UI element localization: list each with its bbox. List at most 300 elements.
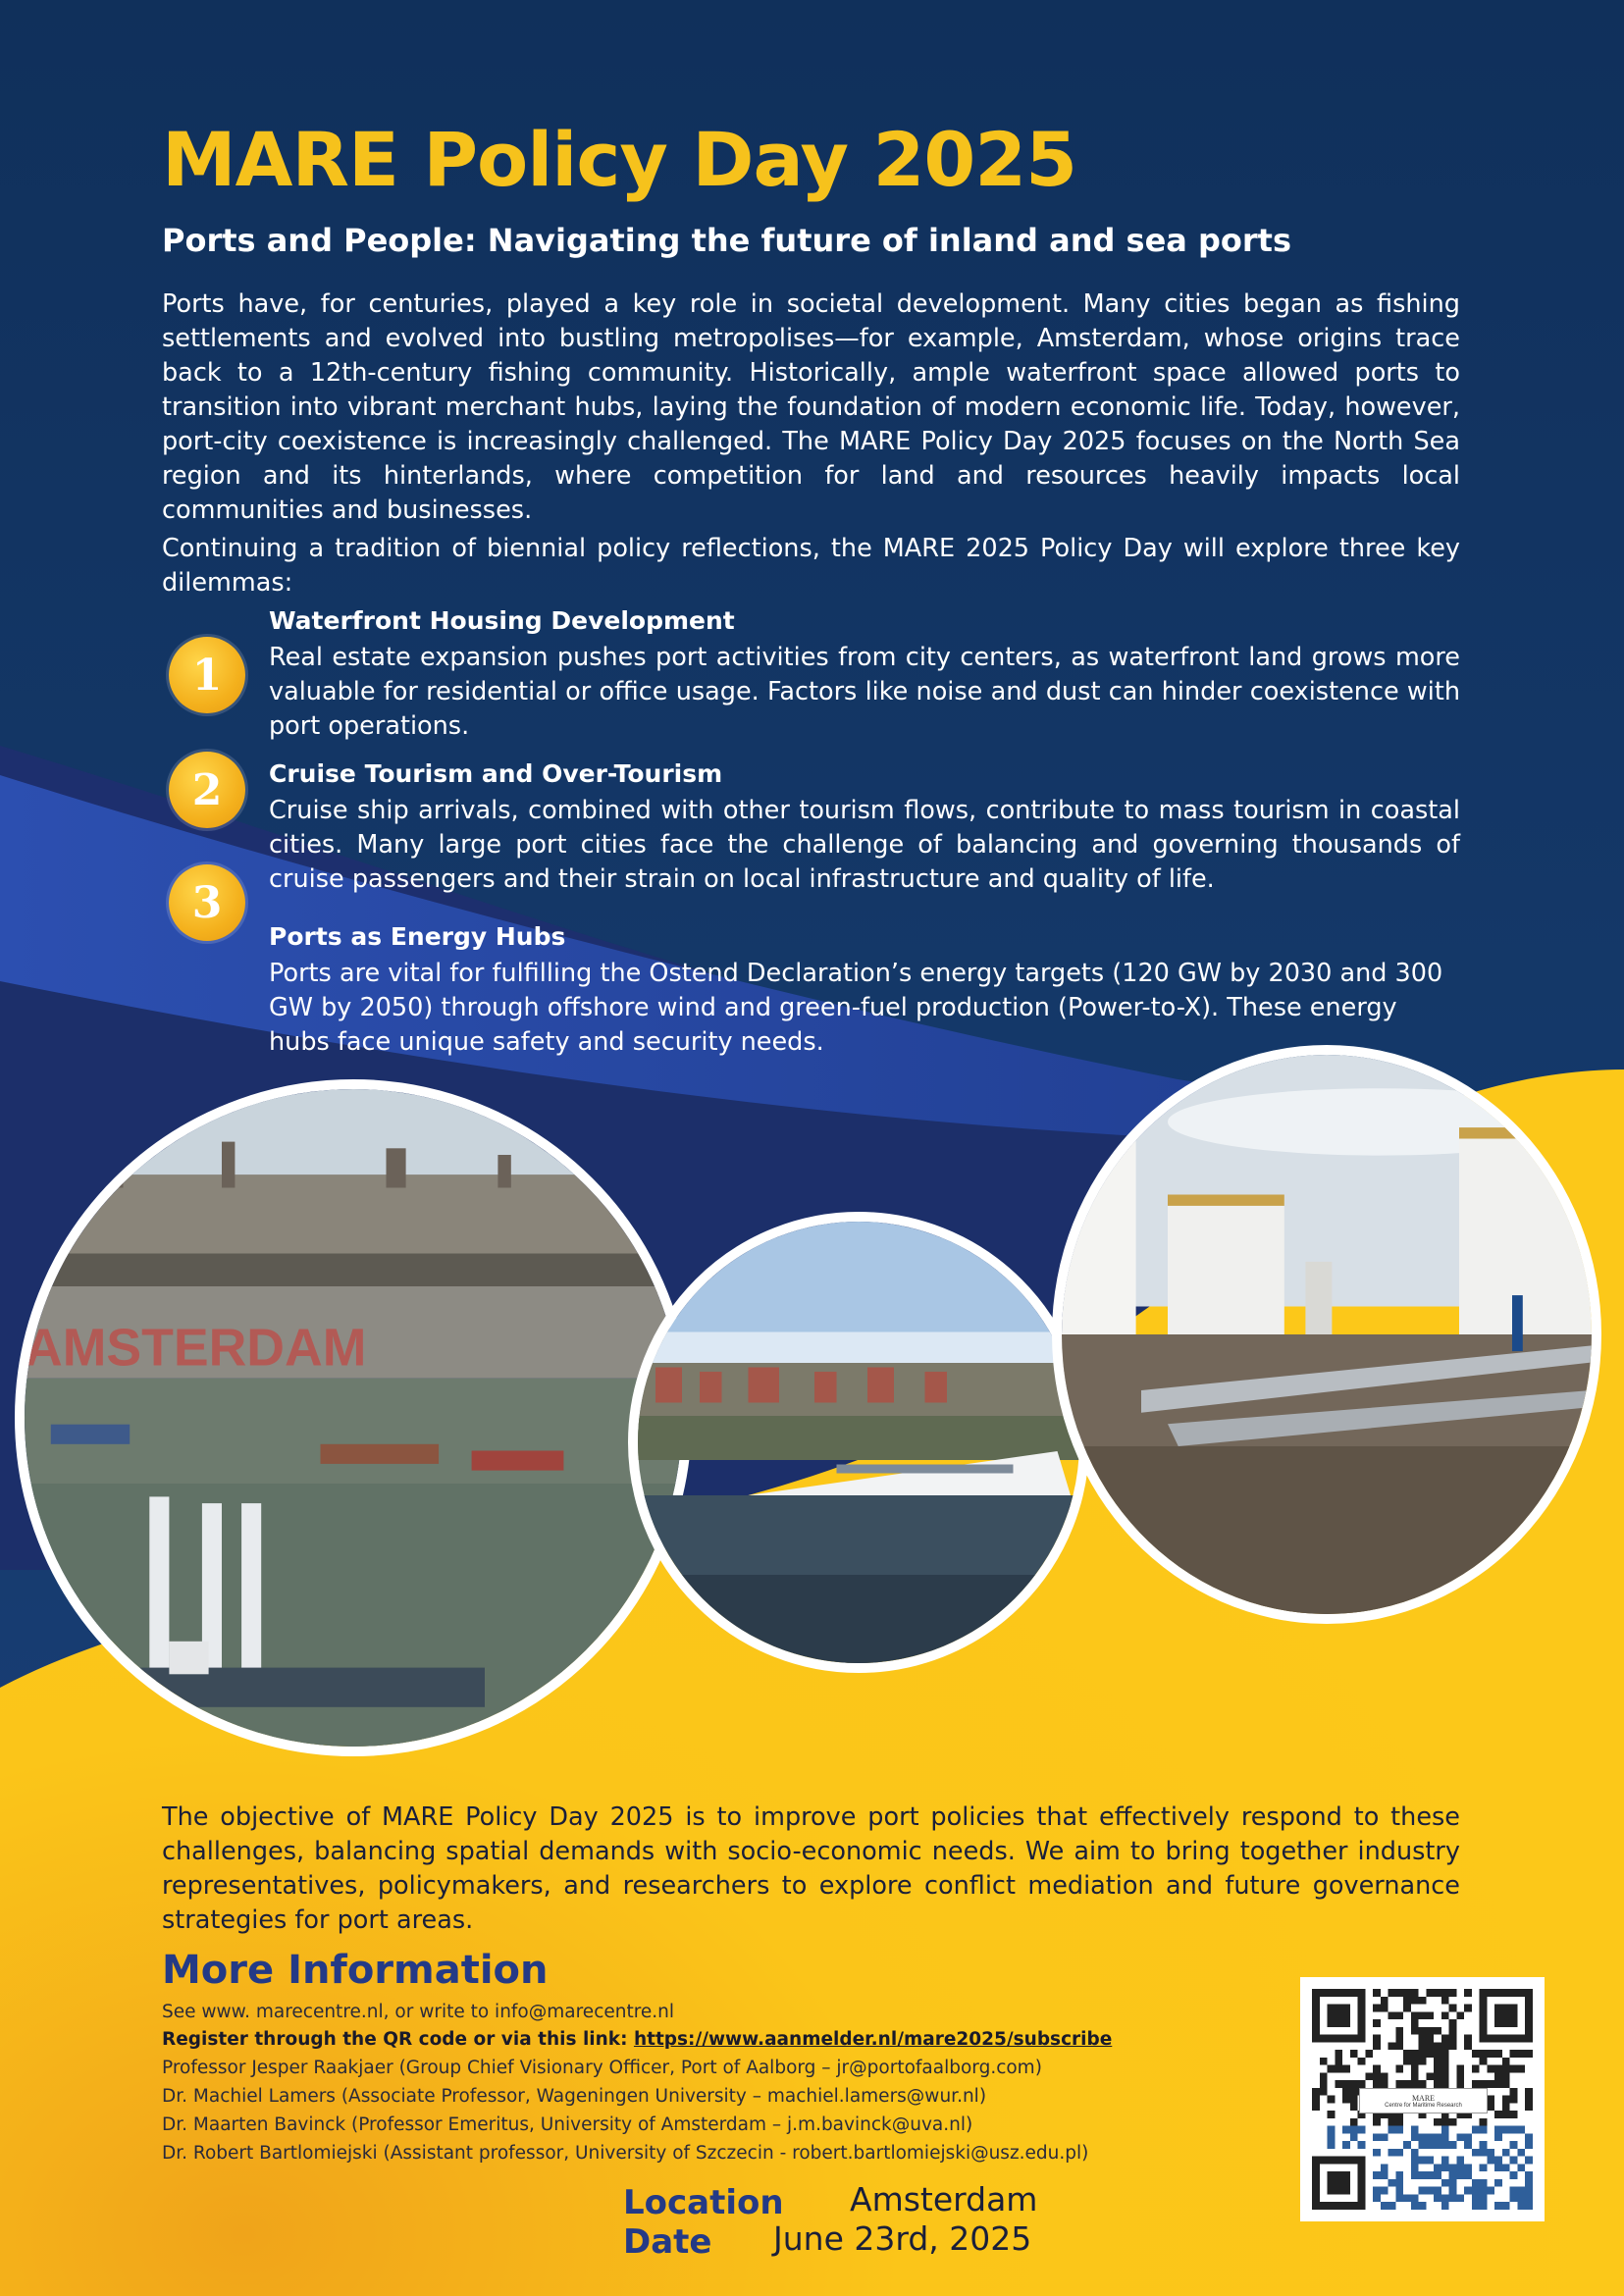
- qr-module: [1449, 2194, 1457, 2202]
- qr-module: [1411, 2050, 1419, 2058]
- qr-module: [1517, 2050, 1525, 2058]
- qr-module: [1411, 2133, 1419, 2141]
- qr-module: [1480, 2194, 1488, 2202]
- qr-module: [1426, 2133, 1434, 2141]
- date-label: Date: [623, 2222, 712, 2262]
- qr-module: [1456, 2080, 1464, 2088]
- dilemma-text-1: Real estate expansion pushes port activities from city centers, as waterfront land grows more valuable for residential or office usage. Factors like noise and dust can hinder coexistence with port operations.: [269, 643, 1460, 741]
- qr-module: [1441, 2011, 1449, 2019]
- qr-module: [1472, 2187, 1480, 2195]
- qr-module: [1411, 2157, 1419, 2165]
- qr-module: [1350, 2133, 1358, 2141]
- qr-module: [1395, 2042, 1403, 2050]
- qr-module: [1434, 2050, 1441, 2058]
- qr-module: [1434, 1989, 1441, 1997]
- qr-module: [1411, 2011, 1419, 2019]
- qr-module: [1472, 2050, 1480, 2058]
- qr-module: [1373, 2065, 1381, 2073]
- qr-module: [1388, 2126, 1396, 2134]
- qr-module: [1441, 2080, 1449, 2088]
- qr-module: [1449, 1989, 1457, 1997]
- qr-module: [1510, 2126, 1518, 2134]
- qr-module: [1358, 2141, 1366, 2149]
- qr-module: [1373, 2042, 1381, 2050]
- qr-module: [1434, 2171, 1441, 2179]
- qr-module: [1441, 2164, 1449, 2171]
- qr-module: [1525, 2202, 1533, 2210]
- qr-module: [1525, 2157, 1533, 2165]
- qr-module: [1494, 2157, 1502, 2165]
- qr-module: [1426, 2187, 1434, 2195]
- qr-module: [1487, 2187, 1494, 2195]
- qr-module: [1494, 2072, 1502, 2080]
- qr-module: [1328, 2065, 1336, 2073]
- dilemma-heading-1: Waterfront Housing Development: [269, 606, 735, 635]
- qr-module: [1388, 2011, 1396, 2019]
- qr-module: [1517, 2149, 1525, 2157]
- qr-module: [1464, 2164, 1472, 2171]
- qr-module: [1502, 2202, 1510, 2210]
- qr-module: [1419, 2141, 1427, 2149]
- qr-module: [1350, 2088, 1358, 2096]
- qr-module: [1395, 2035, 1403, 2043]
- qr-module: [1350, 2126, 1358, 2134]
- qr-module: [1464, 2171, 1472, 2179]
- qr-module: [1434, 2118, 1441, 2126]
- qr-module: [1411, 1997, 1419, 2005]
- qr-module: [1373, 2019, 1381, 2027]
- qr-module: [1525, 2179, 1533, 2187]
- page-subtitle: Ports and People: Navigating the future of inland and sea ports: [162, 222, 1292, 259]
- amsterdam-sign-text: AMSTERDAM: [25, 1318, 367, 1378]
- qr-module: [1502, 2149, 1510, 2157]
- qr-module: [1441, 2133, 1449, 2141]
- qr-module: [1456, 2133, 1464, 2141]
- qr-module: [1480, 2164, 1488, 2171]
- qr-module: [1494, 2111, 1502, 2118]
- qr-module: [1480, 2149, 1488, 2157]
- qr-module: [1419, 2011, 1427, 2019]
- qr-module: [1441, 2058, 1449, 2065]
- qr-module: [1320, 2088, 1328, 2096]
- qr-module: [1494, 2202, 1502, 2210]
- qr-module: [1472, 2194, 1480, 2202]
- qr-module: [1342, 2088, 1350, 2096]
- qr-module: [1487, 2103, 1494, 2111]
- qr-module: [1456, 2065, 1464, 2073]
- qr-module: [1510, 2065, 1518, 2073]
- qr-module: [1456, 2011, 1464, 2019]
- qr-module: [1335, 2080, 1342, 2088]
- qr-module: [1328, 2141, 1336, 2149]
- qr-module: [1480, 2126, 1488, 2134]
- qr-module: [1411, 2164, 1419, 2171]
- qr-module: [1373, 2072, 1381, 2080]
- qr-module: [1312, 2088, 1320, 2096]
- qr-module: [1381, 2164, 1388, 2171]
- qr-module: [1358, 2058, 1366, 2065]
- qr-module: [1434, 2080, 1441, 2088]
- qr-module: [1449, 2118, 1457, 2126]
- qr-module: [1472, 2080, 1480, 2088]
- qr-module: [1494, 2164, 1502, 2171]
- qr-module: [1441, 2035, 1449, 2043]
- qr-module: [1441, 2118, 1449, 2126]
- qr-module: [1434, 2065, 1441, 2073]
- qr-module: [1373, 2080, 1381, 2088]
- qr-module: [1373, 2133, 1381, 2141]
- qr-module: [1419, 2171, 1427, 2179]
- register-prefix: Register through the QR code or via this link:: [162, 2029, 634, 2050]
- qr-module: [1342, 2126, 1350, 2134]
- qr-module: [1502, 2065, 1510, 2073]
- qr-module: [1464, 2187, 1472, 2195]
- qr-module: [1388, 2149, 1396, 2157]
- qr-finder-inner-2: [1494, 2005, 1517, 2027]
- qr-module: [1403, 1997, 1411, 2005]
- qr-logo: [1359, 2088, 1488, 2113]
- qr-module: [1388, 2179, 1396, 2187]
- qr-module: [1388, 1989, 1396, 1997]
- contact-line: See www. marecentre.nl, or write to info@marecentre.nl: [162, 2002, 675, 2022]
- qr-module: [1510, 2171, 1518, 2179]
- qr-module: [1403, 2005, 1411, 2012]
- photo-cruise-ship: [628, 1212, 1089, 1673]
- qr-module: [1395, 2179, 1403, 2187]
- qr-module: [1480, 2080, 1488, 2088]
- qr-module: [1434, 2042, 1441, 2050]
- qr-module: [1494, 2080, 1502, 2088]
- qr-module: [1525, 2133, 1533, 2141]
- qr-module: [1494, 2133, 1502, 2141]
- qr-module: [1510, 2096, 1518, 2104]
- qr-module: [1419, 2202, 1427, 2210]
- qr-module: [1517, 2187, 1525, 2195]
- qr-module: [1525, 2141, 1533, 2149]
- qr-module: [1395, 2126, 1403, 2134]
- qr-module: [1373, 2171, 1381, 2179]
- qr-module: [1464, 2133, 1472, 2141]
- qr-module: [1449, 2171, 1457, 2179]
- qr-module: [1411, 1989, 1419, 1997]
- qr-module: [1434, 2141, 1441, 2149]
- qr-module: [1403, 2058, 1411, 2065]
- qr-module: [1502, 2072, 1510, 2080]
- qr-module: [1328, 2126, 1336, 2134]
- qr-module: [1449, 2019, 1457, 2027]
- qr-module: [1365, 2050, 1373, 2058]
- qr-module: [1517, 2164, 1525, 2171]
- qr-module: [1426, 2035, 1434, 2043]
- qr-module: [1441, 2042, 1449, 2050]
- dilemma-text-2: Cruise ship arrivals, combined with other tourism flows, contribute to mass tourism in coastal cities. Many large port cities face the challenge of balancing and governing thousands of cruise passengers and their strain on local infrastructure and quality of life.: [269, 796, 1460, 894]
- qr-module: [1510, 2088, 1518, 2096]
- qr-module: [1464, 2035, 1472, 2043]
- qr-module: [1449, 2027, 1457, 2035]
- number-badge-2: 2: [169, 752, 245, 828]
- location-label: Location: [623, 2183, 784, 2222]
- qr-module: [1426, 1989, 1434, 1997]
- qr-module: [1426, 2157, 1434, 2165]
- qr-module: [1510, 2194, 1518, 2202]
- date-value: June 23rd, 2025: [773, 2219, 1032, 2258]
- qr-module: [1350, 2103, 1358, 2111]
- qr-module: [1441, 2157, 1449, 2165]
- dilemma-heading-3: Ports as Energy Hubs: [269, 922, 566, 951]
- qr-module: [1464, 1989, 1472, 1997]
- qr-module: [1472, 2126, 1480, 2134]
- dilemma-heading-2: Cruise Tourism and Over-Tourism: [269, 759, 723, 788]
- qr-module: [1502, 2096, 1510, 2104]
- qr-module: [1403, 2050, 1411, 2058]
- qr-module: [1320, 2058, 1328, 2065]
- qr-module: [1434, 2164, 1441, 2171]
- qr-module: [1441, 2141, 1449, 2149]
- qr-module: [1517, 2194, 1525, 2202]
- qr-module: [1502, 2103, 1510, 2111]
- intro-paragraph: Ports have, for centuries, played a key role in societal development. Many cities began as fishing settlements and evolved into bustling metropolises—for example, Amsterdam, whose origins trace back to a 12th-century fishing community. Historically, ample waterfront space allowed ports to transition into vibrant merchant hubs, laying the foundation of modern economic life. Today, however, port-city coexistence is increasingly challenged. The MARE Policy Day 2025 focuses on the North Sea region and its hinterlands, where competition for land and resources heavily impacts local communities and businesses.: [162, 289, 1460, 525]
- qr-module: [1525, 2088, 1533, 2096]
- qr-module: [1502, 2126, 1510, 2134]
- contact-person-4: Dr. Robert Bartlomiejski (Assistant professor, University of Szczecin - robert.bartlomiejski@usz.edu.pl): [162, 2143, 1089, 2164]
- qr-module: [1373, 2187, 1381, 2195]
- qr-module: [1449, 2179, 1457, 2187]
- qr-module: [1411, 2058, 1419, 2065]
- qr-module: [1441, 2126, 1449, 2134]
- qr-module: [1419, 2027, 1427, 2035]
- qr-module: [1517, 2202, 1525, 2210]
- qr-module: [1373, 2005, 1381, 2012]
- qr-module: [1342, 2080, 1350, 2088]
- qr-module: [1525, 2096, 1533, 2104]
- qr-module: [1441, 1989, 1449, 1997]
- qr-module: [1381, 2005, 1388, 2012]
- qr-module: [1426, 2171, 1434, 2179]
- qr-module: [1487, 2149, 1494, 2157]
- qr-module: [1419, 2157, 1427, 2165]
- qr-module: [1487, 2096, 1494, 2104]
- qr-module: [1464, 2141, 1472, 2149]
- qr-module: [1449, 2141, 1457, 2149]
- qr-finder-inner-3: [1328, 2171, 1350, 2194]
- qr-module: [1395, 2194, 1403, 2202]
- qr-module: [1487, 2080, 1494, 2088]
- qr-module: [1320, 2080, 1328, 2088]
- qr-module: [1342, 2065, 1350, 2073]
- qr-module: [1434, 2072, 1441, 2080]
- number-badge-3: 3: [169, 864, 245, 941]
- qr-module: [1403, 1989, 1411, 1997]
- qr-module: [1395, 2011, 1403, 2019]
- qr-module: [1441, 2050, 1449, 2058]
- registration-qr-code[interactable]: [1300, 1977, 1545, 2221]
- qr-module: [1449, 2005, 1457, 2012]
- qr-module: [1525, 2187, 1533, 2195]
- qr-module: [1456, 2194, 1464, 2202]
- qr-module: [1525, 2050, 1533, 2058]
- qr-module: [1411, 2149, 1419, 2157]
- qr-module: [1441, 2065, 1449, 2073]
- qr-module: [1426, 2042, 1434, 2050]
- qr-module: [1328, 2133, 1336, 2141]
- number-badge-1: 1: [169, 637, 245, 713]
- qr-module: [1419, 2035, 1427, 2043]
- qr-module: [1335, 2058, 1342, 2065]
- qr-module: [1472, 2065, 1480, 2073]
- qr-module: [1395, 2171, 1403, 2179]
- qr-module: [1411, 2080, 1419, 2088]
- contact-person-2: Dr. Machiel Lamers (Associate Professor, Wageningen University – machiel.lamers@wur.nl): [162, 2086, 987, 2107]
- qr-module: [1510, 2187, 1518, 2195]
- qr-module: [1373, 2118, 1381, 2126]
- qr-module: [1464, 2042, 1472, 2050]
- qr-module: [1403, 2194, 1411, 2202]
- qr-module: [1434, 2187, 1441, 2195]
- page-title: MARE Policy Day 2025: [162, 116, 1076, 203]
- qr-module: [1388, 2202, 1396, 2210]
- dilemma-text-3: Ports are vital for fulfilling the Ostend Declaration’s energy targets (120 GW by 2030 and 300 GW by 2050) through offshore wind and green-fuel production (Power-to-X). These energy hubs face unique safety and security needs.: [269, 959, 1443, 1057]
- qr-module: [1456, 2072, 1464, 2080]
- qr-module: [1403, 2080, 1411, 2088]
- qr-module: [1480, 2050, 1488, 2058]
- qr-logo-subtext: Centre for Maritime Research: [1385, 2102, 1462, 2109]
- qr-module: [1350, 2080, 1358, 2088]
- qr-module: [1494, 2179, 1502, 2187]
- qr-module: [1456, 2157, 1464, 2165]
- qr-module: [1449, 2187, 1457, 2195]
- qr-module: [1434, 2058, 1441, 2065]
- qr-module: [1456, 2171, 1464, 2179]
- qr-module: [1510, 2157, 1518, 2165]
- qr-module: [1350, 2050, 1358, 2058]
- qr-finder-inner-1: [1328, 2005, 1350, 2027]
- qr-module: [1434, 2027, 1441, 2035]
- qr-module: [1411, 2019, 1419, 2027]
- qr-module: [1381, 2080, 1388, 2088]
- qr-module: [1480, 2202, 1488, 2210]
- more-info-title: More Information: [162, 1948, 549, 1993]
- qr-module: [1395, 2187, 1403, 2195]
- qr-module: [1312, 2103, 1320, 2111]
- qr-module: [1449, 2164, 1457, 2171]
- qr-module: [1449, 2042, 1457, 2050]
- qr-module: [1525, 2171, 1533, 2179]
- qr-module: [1381, 2187, 1388, 2195]
- qr-module: [1487, 2050, 1494, 2058]
- qr-module: [1395, 2118, 1403, 2126]
- qr-module: [1411, 2027, 1419, 2035]
- qr-module: [1411, 2065, 1419, 2073]
- objective-paragraph: The objective of MARE Policy Day 2025 is to improve port policies that effectively respond to these challenges, balancing spatial demands with socio-economic needs. We aim to bring together industry representatives, policymakers, and researchers to explore conflict mediation and future governance strategies for port areas.: [162, 1802, 1460, 1935]
- qr-module: [1426, 2072, 1434, 2080]
- qr-module: [1525, 2194, 1533, 2202]
- qr-module: [1419, 2042, 1427, 2050]
- qr-module: [1395, 2149, 1403, 2157]
- qr-module: [1342, 2141, 1350, 2149]
- qr-module: [1395, 2027, 1403, 2035]
- qr-module: [1312, 2096, 1320, 2104]
- intro-dilemmas-paragraph: Continuing a tradition of biennial policy reflections, the MARE 2025 Policy Day will explore three key dilemmas:: [162, 534, 1460, 598]
- qr-module: [1480, 2058, 1488, 2065]
- qr-module: [1449, 2035, 1457, 2043]
- qr-module: [1411, 2194, 1419, 2202]
- qr-module: [1510, 2111, 1518, 2118]
- photo-storage-tanks: [1052, 1045, 1601, 1624]
- qr-logo-text: MARE: [1411, 2093, 1436, 2103]
- register-link[interactable]: https://www.aanmelder.nl/mare2025/subscribe: [633, 2029, 1113, 2050]
- qr-module: [1426, 2141, 1434, 2149]
- qr-module: [1502, 2080, 1510, 2088]
- qr-module: [1502, 2058, 1510, 2065]
- qr-module: [1517, 2065, 1525, 2073]
- qr-module: [1381, 2171, 1388, 2179]
- qr-module: [1472, 2202, 1480, 2210]
- qr-module: [1434, 2133, 1441, 2141]
- qr-module: [1411, 2072, 1419, 2080]
- qr-module: [1320, 2072, 1328, 2080]
- qr-module: [1335, 2050, 1342, 2058]
- qr-module: [1419, 2058, 1427, 2065]
- qr-module: [1388, 2118, 1396, 2126]
- qr-module: [1494, 2065, 1502, 2073]
- qr-module: [1381, 1997, 1388, 2005]
- qr-module: [1502, 2164, 1510, 2171]
- qr-module: [1525, 2103, 1533, 2111]
- qr-module: [1480, 2187, 1488, 2195]
- qr-module: [1388, 2042, 1396, 2050]
- qr-module: [1395, 1989, 1403, 1997]
- qr-module: [1419, 2080, 1427, 2088]
- qr-module: [1350, 2096, 1358, 2104]
- qr-module: [1487, 2157, 1494, 2165]
- qr-module: [1494, 2126, 1502, 2134]
- qr-module: [1426, 2011, 1434, 2019]
- qr-module: [1419, 2133, 1427, 2141]
- qr-module: [1403, 2141, 1411, 2149]
- qr-module: [1381, 2202, 1388, 2210]
- qr-module: [1373, 2035, 1381, 2043]
- qr-module: [1381, 2133, 1388, 2141]
- qr-module: [1411, 2171, 1419, 2179]
- qr-module: [1441, 1997, 1449, 2005]
- qr-module: [1510, 2050, 1518, 2058]
- qr-module: [1411, 2126, 1419, 2134]
- qr-module: [1365, 2072, 1373, 2080]
- qr-module: [1358, 2080, 1366, 2088]
- qr-module: [1464, 2005, 1472, 2012]
- qr-module: [1395, 2080, 1403, 2088]
- qr-module: [1419, 2187, 1427, 2195]
- qr-module: [1480, 2118, 1488, 2126]
- qr-module: [1441, 2194, 1449, 2202]
- qr-module: [1441, 2072, 1449, 2080]
- qr-module: [1480, 2179, 1488, 2187]
- qr-module: [1487, 2065, 1494, 2073]
- qr-module: [1472, 2179, 1480, 2187]
- qr-module: [1419, 1997, 1427, 2005]
- qr-module: [1456, 2164, 1464, 2171]
- qr-module: [1373, 2149, 1381, 2157]
- photo-amsterdam-waterfront: [15, 1079, 692, 1756]
- qr-module: [1328, 2111, 1336, 2118]
- qr-module: [1350, 2118, 1358, 2126]
- qr-module: [1472, 2149, 1480, 2157]
- qr-module: [1441, 2179, 1449, 2187]
- qr-module: [1510, 2141, 1518, 2149]
- qr-module: [1328, 2096, 1336, 2104]
- qr-module: [1434, 2194, 1441, 2202]
- qr-module: [1480, 2141, 1488, 2149]
